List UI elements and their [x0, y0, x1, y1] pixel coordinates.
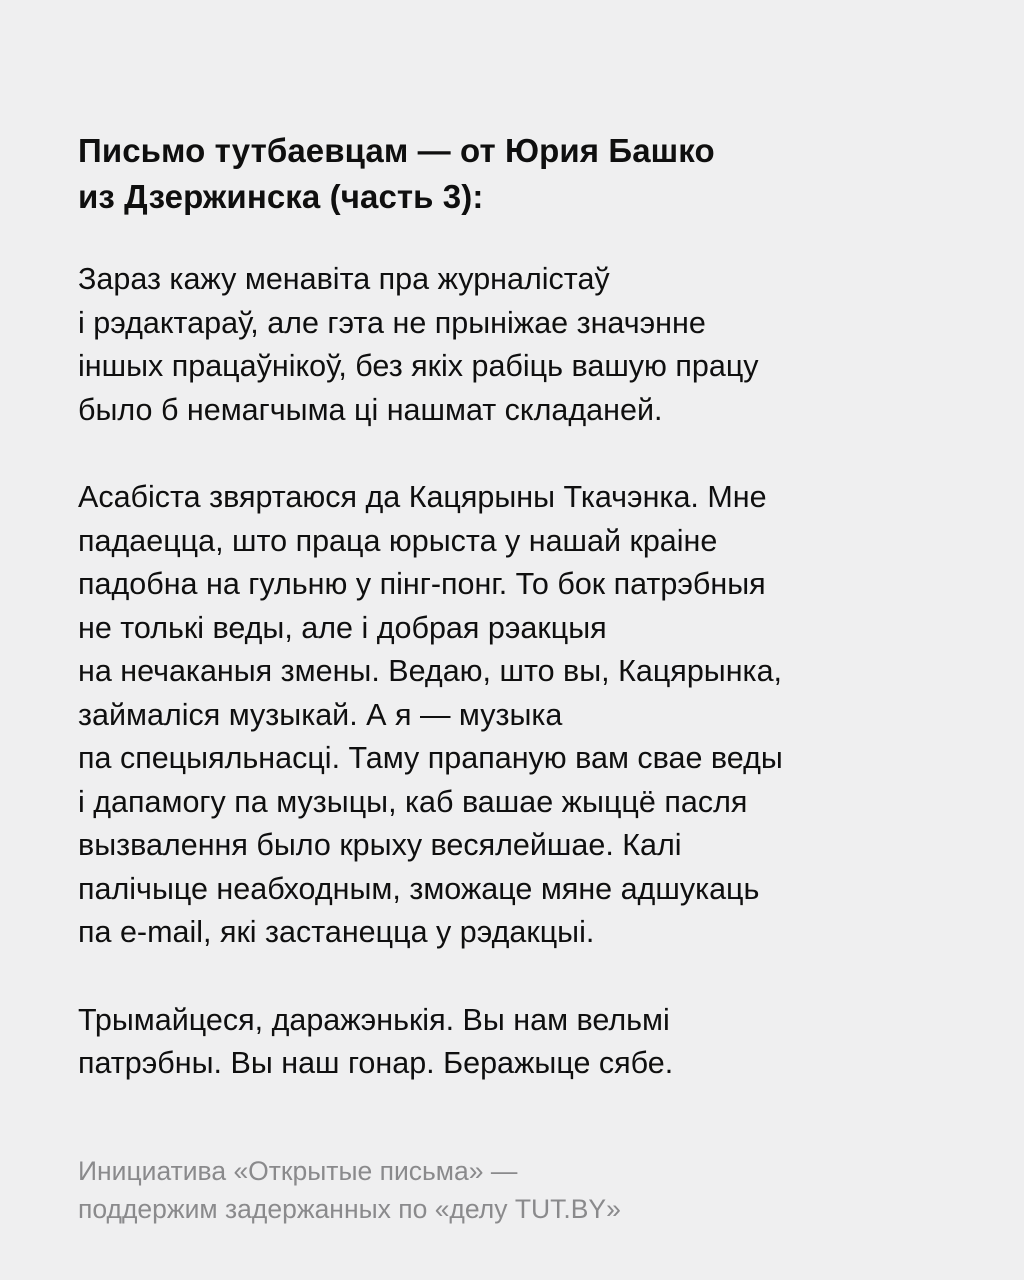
text-line: падобна на гульню у пінг-понг. То бок патрэбныя [78, 567, 766, 601]
text-line: займаліся музыкай. А я — музыка [78, 697, 563, 732]
text-line: па спецыяльнасці. Таму прапаную вам свае веды [78, 741, 783, 775]
paragraph-journalists [78, 258, 958, 432]
text-line: вызвалення было крыху весялейшае. Калі [78, 828, 682, 862]
paragraph-closing [78, 999, 958, 1086]
text-line: Асабіста звяртаюся да Кацярыны Ткачэнка. Мне [78, 480, 767, 514]
title-line: Письмо тутбаевцам — от Юрия Башко [78, 132, 715, 169]
text-line: Трымайцеся, даражэнькія. Вы нам вельмі [78, 1002, 670, 1037]
text-line: палічыце неабходным, зможаце мяне адшукаць [78, 871, 760, 906]
footer-line: Инициатива «Открытые письма» — [78, 1156, 518, 1186]
text-line: падаецца, што праца юрыста у нашай краіне [78, 523, 718, 558]
text-line: патрэбны. Вы наш гонар. Беражыце сябе. [78, 1046, 674, 1080]
text-line: на нечаканыя змены. Ведаю, што вы, Кацярынка, [78, 654, 783, 688]
letter [78, 128, 958, 1086]
initiative-footer [78, 1152, 621, 1228]
title-line: из Дзержинска (часть 3): [78, 178, 484, 215]
text-line: было б немагчыма ці нашмат складаней. [78, 392, 663, 427]
text-line: і дапамогу па музыцы, каб вашае жыццё пасля [78, 784, 748, 819]
footer-line: поддержим задержанных по «делу TUT.BY» [78, 1194, 621, 1224]
paragraph-address [78, 476, 958, 955]
text-line: па e-mail, які застанецца у рэдакцыі. [78, 915, 595, 949]
text-line: не толькі веды, але і добрая рэакцыя [78, 610, 607, 645]
text-line: і рэдактараў, але гэта не прыніжае значэнне [78, 305, 706, 340]
text-line: Зараз кажу менавіта пра журналістаў [78, 262, 610, 296]
text-line: іншых працаўнікоў, без якіх рабіць вашую працу [78, 349, 759, 383]
letter-title [78, 128, 958, 220]
